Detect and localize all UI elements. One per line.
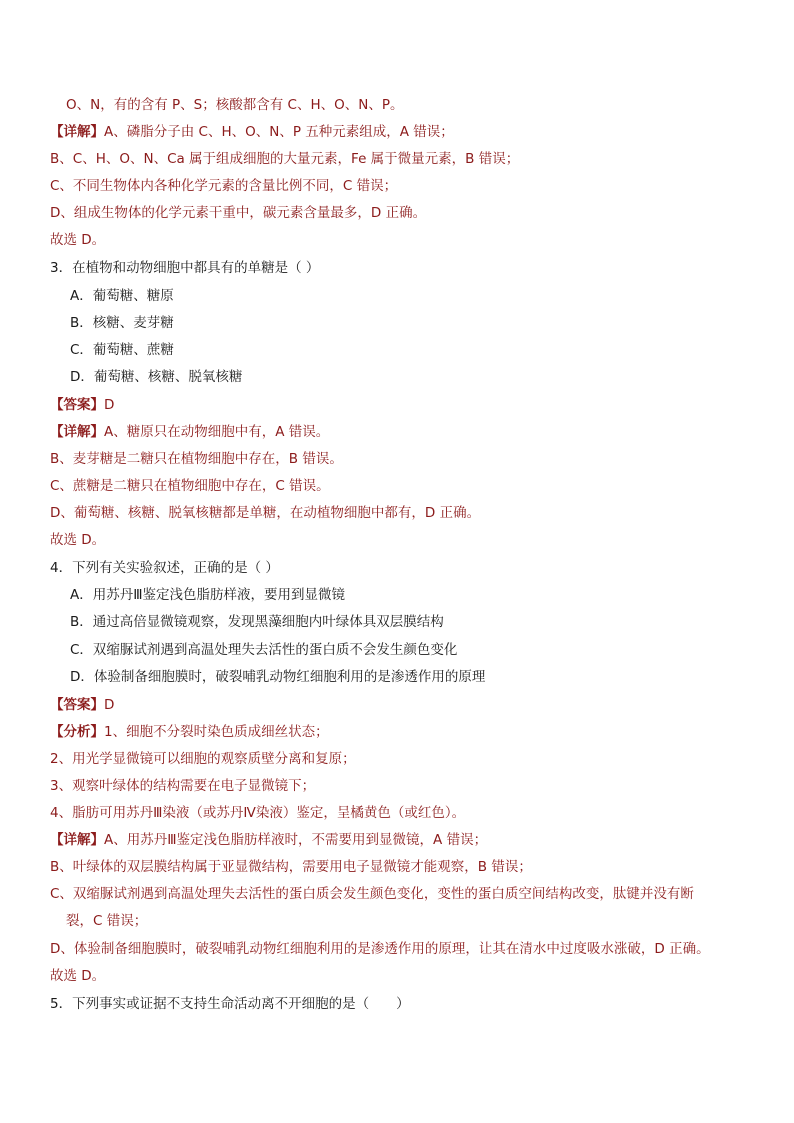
section-tag: 【答案】 — [50, 397, 104, 413]
text-line — [50, 803, 754, 823]
text-line — [50, 966, 754, 986]
line-text: D、体验制备细胞膜时，破裂哺乳动物红细胞利用的是渗透作用的原理，让其在清水中过度吸水涨破，D 正确。 — [50, 941, 710, 957]
line-text: A、用苏丹Ⅲ鉴定浅色脂肪样液时，不需要用到显微镜，A 错误； — [104, 832, 488, 848]
line-text: C、不同生物体内各种化学元素的含量比例不同，C 错误； — [50, 178, 398, 194]
line-text: D．葡萄糖、核糖、脱氧核糖 — [70, 369, 243, 385]
section-tag: 【分析】 — [50, 724, 104, 740]
line-text: 5．下列事实或证据不支持生命活动离不开细胞的是（ ） — [50, 996, 410, 1012]
line-text: C、蔗糖是二糖只在植物细胞中存在，C 错误。 — [50, 478, 330, 494]
section-tag: 【答案】 — [50, 697, 104, 713]
line-text: 1、细胞不分裂时染色质成细丝状态； — [104, 724, 329, 740]
line-text: C．葡萄糖、蔗糖 — [70, 342, 174, 358]
text-line — [50, 884, 754, 904]
line-text: A．用苏丹Ⅲ鉴定浅色脂肪样液，要用到显微镜 — [70, 587, 346, 603]
text-line — [70, 667, 754, 687]
line-text: O、N，有的含有 P、S；核酸都含有 C、H、O、N、P。 — [66, 97, 404, 113]
text-line — [70, 313, 754, 333]
line-text: C．双缩脲试剂遇到高温处理失去活性的蛋白质不会发生颜色变化 — [70, 642, 458, 658]
line-text: 3、观察叶绿体的结构需要在电子显微镜下； — [50, 778, 316, 794]
line-text: 故选 D。 — [50, 232, 106, 248]
line-text: 4．下列有关实验叙述，正确的是（ ） — [50, 560, 279, 576]
text-line — [50, 122, 754, 142]
text-line — [70, 340, 754, 360]
text-line — [50, 830, 754, 850]
section-tag: 【详解】 — [50, 832, 104, 848]
text-line — [70, 367, 754, 387]
line-text: D — [104, 397, 115, 413]
text-line — [50, 258, 754, 278]
line-text: B．通过高倍显微镜观察，发现黑藻细胞内叶绿体具双层膜结构 — [70, 614, 444, 630]
text-line — [50, 503, 754, 523]
text-line — [50, 395, 754, 415]
text-line — [50, 722, 754, 742]
line-text: D．体验制备细胞膜时，破裂哺乳动物红细胞利用的是渗透作用的原理 — [70, 669, 486, 685]
line-text: C、双缩脲试剂遇到高温处理失去活性的蛋白质会发生颜色变化，变性的蛋白质空间结构改变，肽键并没有断 — [50, 886, 694, 902]
line-text: 故选 D。 — [50, 968, 106, 984]
text-line — [50, 422, 754, 442]
line-text: 3．在植物和动物细胞中都具有的单糖是（ ） — [50, 260, 320, 276]
text-line — [50, 695, 754, 715]
line-text: A、糖原只在动物细胞中有，A 错误。 — [104, 424, 330, 440]
line-text: B、C、H、O、N、Ca 属于组成细胞的大量元素，Fe 属于微量元素，B 错误； — [50, 151, 520, 167]
line-text: A．葡萄糖、糖原 — [70, 288, 174, 304]
text-line — [50, 749, 754, 769]
text-line — [50, 776, 754, 796]
text-line — [50, 530, 754, 550]
text-line — [50, 558, 754, 578]
text-line — [50, 149, 754, 169]
text-line — [66, 911, 754, 931]
line-text: D、葡萄糖、核糖、脱氧核糖都是单糖，在动植物细胞中都有，D 正确。 — [50, 505, 481, 521]
line-text: 4、脂肪可用苏丹Ⅲ染液（或苏丹Ⅳ染液）鉴定，呈橘黄色（或红色）。 — [50, 805, 466, 821]
text-line — [50, 994, 754, 1014]
text-line — [50, 449, 754, 469]
section-tag: 【详解】 — [50, 424, 104, 440]
line-text: 裂，C 错误； — [66, 913, 148, 929]
text-line — [70, 612, 754, 632]
text-line — [50, 476, 754, 496]
text-line — [50, 203, 754, 223]
line-text: A、磷脂分子由 C、H、O、N、P 五种元素组成，A 错误； — [104, 124, 454, 140]
text-line — [70, 585, 754, 605]
section-tag: 【详解】 — [50, 124, 104, 140]
text-line — [70, 640, 754, 660]
text-line — [70, 286, 754, 306]
text-line — [66, 95, 754, 115]
line-text: B、叶绿体的双层膜结构属于亚显微结构，需要用电子显微镜才能观察，B 错误； — [50, 859, 532, 875]
text-line — [50, 857, 754, 877]
line-text: 故选 D。 — [50, 532, 106, 548]
line-text: D、组成生物体的化学元素干重中，碳元素含量最多，D 正确。 — [50, 205, 427, 221]
line-text: B．核糖、麦芽糖 — [70, 315, 174, 331]
line-text: 2、用光学显微镜可以细胞的观察质壁分离和复原； — [50, 751, 356, 767]
text-line — [50, 176, 754, 196]
text-line — [50, 939, 754, 959]
text-line — [50, 230, 754, 250]
line-text: D — [104, 697, 115, 713]
line-text: B、麦芽糖是二糖只在植物细胞中存在，B 错误。 — [50, 451, 343, 467]
